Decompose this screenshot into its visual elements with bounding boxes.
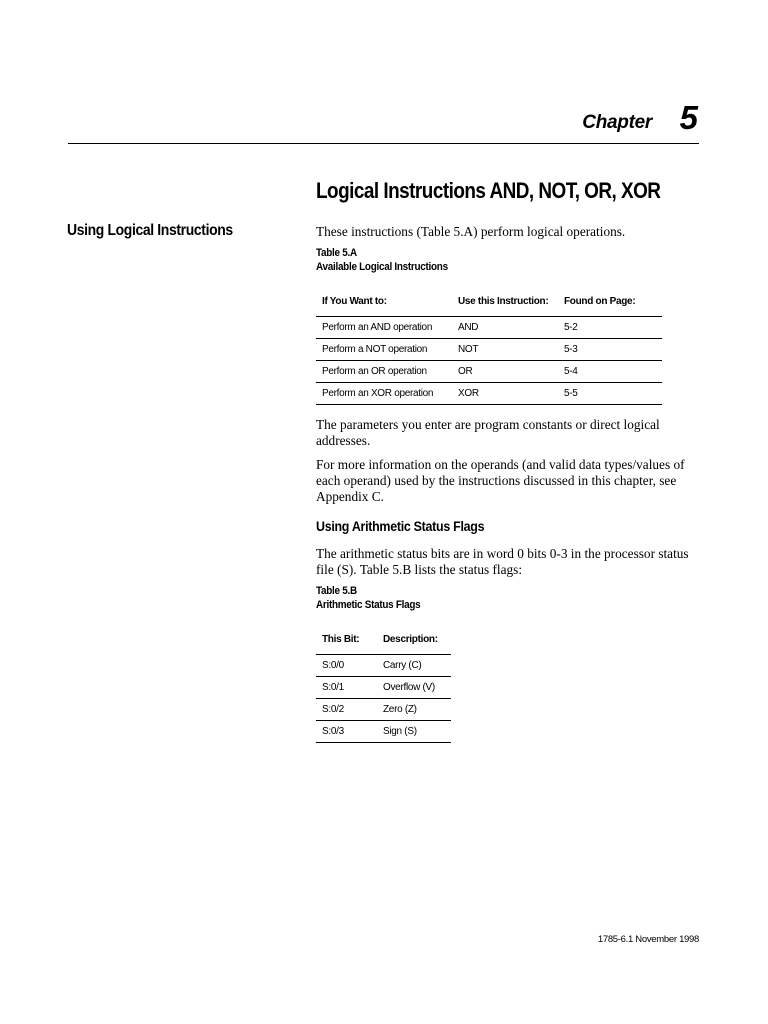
chapter-number: 5 (679, 99, 698, 136)
table-cell: Zero (Z) (383, 704, 417, 715)
column-header: Description: (383, 633, 438, 645)
column-header: Use this Instruction: (458, 295, 549, 307)
table-cell: Perform an OR operation (322, 366, 427, 377)
table-a-caption (316, 246, 448, 274)
status-paragraph: The arithmetic status bits are in word 0 bits 0-3 in the processor status file (S). Table 5.B lists the status flags: (316, 546, 689, 577)
table-cell: AND (458, 322, 479, 333)
table-cell: 5-2 (564, 322, 578, 333)
table-row (316, 699, 451, 721)
sub-heading: Using Arithmetic Status Flags (316, 519, 485, 534)
table-cell: Perform an AND operation (322, 322, 433, 333)
table-cell: 5-4 (564, 366, 578, 377)
table-cell: NOT (458, 344, 479, 355)
table-a-caption-number: Table 5.A (316, 247, 357, 259)
table-row (316, 339, 662, 361)
more-info-paragraph: For more information on the operands (and valid data types/values of each operand) used by the instructions discussed in this chapter, see Appendix C. (316, 457, 685, 504)
table-row (316, 361, 662, 383)
table-row (316, 655, 451, 677)
table-cell: Overflow (V) (383, 682, 435, 693)
table-row (316, 677, 451, 699)
table-cell: Sign (S) (383, 726, 417, 737)
chapter-label: Chapter (582, 112, 652, 133)
column-header: If You Want to: (322, 295, 387, 307)
table-cell: S:0/2 (322, 704, 344, 715)
table-cell: XOR (458, 388, 479, 399)
table-cell: Perform a NOT operation (322, 344, 428, 355)
table-cell: OR (458, 366, 473, 377)
table-row (316, 317, 662, 339)
page-footer: 1785-6.1 November 1998 (597, 934, 699, 945)
table-b-caption-title: Arithmetic Status Flags (316, 599, 421, 611)
header-divider (68, 143, 699, 144)
table-row (316, 383, 662, 405)
table-cell: 5-3 (564, 344, 578, 355)
column-header: This Bit: (322, 633, 360, 645)
table-a-caption-title: Available Logical Instructions (316, 261, 448, 273)
table-cell: Carry (C) (383, 660, 422, 671)
table-cell: S:0/0 (322, 660, 344, 671)
page-title: Logical Instructions AND, NOT, OR, XOR (316, 178, 661, 203)
table-cell: S:0/3 (322, 726, 344, 737)
column-header: Found on Page: (564, 295, 636, 307)
table-cell: S:0/1 (322, 682, 344, 693)
table-b-caption (316, 584, 420, 612)
table-cell: 5-5 (564, 388, 578, 399)
table-header-row (316, 624, 451, 655)
status-flags-table (316, 624, 451, 743)
section-heading: Using Logical Instructions (67, 222, 233, 239)
table-row (316, 721, 451, 743)
intro-paragraph: These instructions (Table 5.A) perform logical operations. (316, 224, 626, 239)
table-cell: Perform an XOR operation (322, 388, 434, 399)
table-b-caption-number: Table 5.B (316, 585, 357, 597)
table-header-row (316, 286, 662, 317)
parameters-paragraph: The parameters you enter are program constants or direct logical addresses. (316, 417, 660, 448)
logical-instructions-table (316, 286, 662, 405)
